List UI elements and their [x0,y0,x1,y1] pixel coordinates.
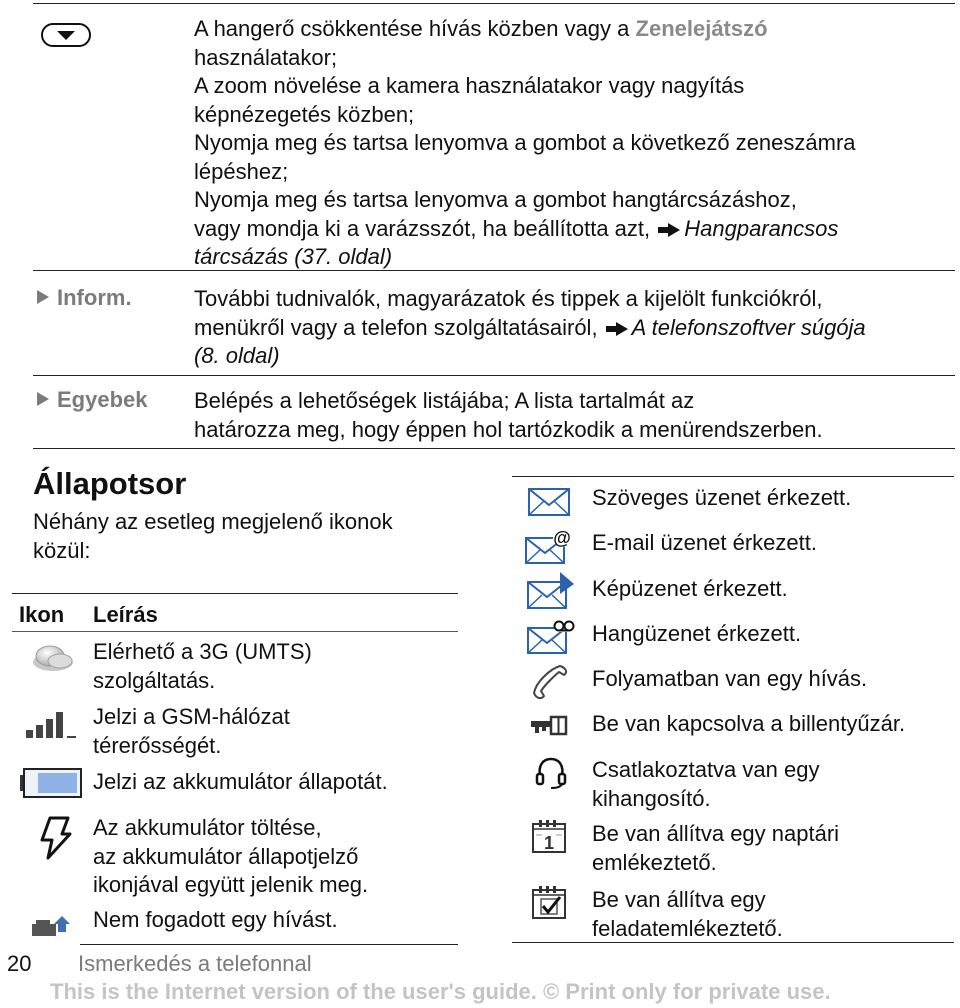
cross-reference-arrow-icon [658,223,680,237]
keylock-icon [530,714,570,743]
table-header-rule [12,631,458,632]
icon-description: Be van kapcsolva a billentyűzár. [592,711,906,736]
icon-description [93,703,453,760]
column-header-description: Leírás [93,602,158,627]
right-table-bottom-rule [512,942,954,943]
icon-description: Hangüzenet érkezett. [592,621,802,646]
desc-line: feladatemlékeztető. [592,915,783,941]
volume-down-key-icon [40,22,92,53]
more-desc-line: Belépés a lehetőségek listájába; A lista tartalmát az [194,388,695,413]
desc-line: az akkumulátor állapotjelző [93,843,359,869]
calendar-reminder-icon [530,818,568,859]
row-rule [33,270,955,271]
signal-strength-icon [24,706,78,747]
svg-text:1: 1 [543,833,555,853]
inform-description [194,285,954,371]
more-description [194,387,954,444]
triangle-bullet-icon [37,290,49,304]
icon-description: Nem fogadott egy hívást. [93,907,338,932]
more-label: Egyebek [57,387,148,412]
intro-line: Néhány az esetleg megjelenő ikonok [33,509,393,534]
icon-description [93,814,453,900]
cross-reference-arrow-icon [606,322,628,336]
task-reminder-icon [530,884,568,925]
top-rule [33,3,955,4]
inform-desc-line: menükről vagy a telefon szolgáltatásairól, [194,314,604,340]
column-header-icon: Ikon [19,602,65,627]
desc-line: Csatlakoztatva van egy [592,757,820,782]
icon-description: E-mail üzenet érkezett. [592,530,817,555]
volume-desc-line: Nyomja meg és tartsa lenyomva a gombot a következő zeneszámra [194,130,856,155]
icon-description: Folyamatban van egy hívás. [592,666,868,691]
help-link-cont[interactable]: (8. oldal) [194,343,280,368]
desc-line: Be van állítva egy [592,887,766,912]
desc-line: Be van állítva egy naptári [592,821,840,846]
volume-desc-line: képnézegetés közben; [194,101,415,127]
icon-description [592,756,954,813]
battery-charging-icon [36,816,72,865]
desc-line: térerősségét. [93,732,222,758]
desc-line: emlékeztető. [592,849,717,875]
svg-text:@: @ [553,528,571,548]
desc-line: Jelzi a GSM-hálózat [93,704,290,729]
volume-desc-line: A zoom növelése a kamera használatakor vagy nagyítás [194,73,745,98]
picture-message-icon [524,572,576,617]
inform-desc-line: További tudnivalók, magyarázatok és tippek a kijelölt funkciókról, [194,286,823,311]
desc-line: ikonjával együtt jelenik meg. [93,872,369,897]
desc-line: kihangosító. [592,785,711,811]
icon-description: Jelzi az akkumulátor állapotát. [93,769,388,794]
row-rule [33,448,955,449]
icon-description: Képüzenet érkezett. [592,576,788,601]
volume-desc-prefix: A hangerő csökkentése hívás közben vagy a [194,16,636,41]
handsfree-icon [534,756,568,795]
desc-line: szolgáltatás. [93,667,216,693]
inform-menu-item [37,285,132,311]
volume-desc-line: lépéshez; [194,158,289,184]
desc-line: Elérhető a 3G (UMTS) [93,639,312,664]
voice-message-icon [524,618,576,661]
help-link[interactable]: A telefonszoftver súgója [631,314,866,340]
row-rule [33,375,955,376]
volume-desc-line: használatakor; [194,44,338,70]
section-heading: Állapotsor [33,466,187,501]
inform-label: Inform. [57,285,132,310]
3g-service-icon [30,642,76,679]
volume-desc-line: Nyomja meg és tartsa lenyomva a gombot hangtárcsázáshoz, [194,187,797,212]
page-number: 20 [7,951,32,976]
voice-dialing-link[interactable]: Hangparancsos [684,215,839,241]
section-intro [33,508,453,565]
more-desc-line: határozza meg, hogy éppen hol tartózkodik a menürendszerben. [194,416,823,442]
voice-dialing-link-cont[interactable]: tárcsázás (37. oldal) [194,244,393,269]
music-player-app-name: Zenelejátszó [635,16,768,41]
email-message-icon [522,528,574,571]
icon-description [592,820,954,877]
more-menu-item [37,387,148,413]
right-table-top-rule [512,476,954,477]
triangle-bullet-icon [37,392,49,406]
ongoing-call-icon [530,662,570,707]
table-top-rule [12,593,458,594]
volume-desc-line: vagy mondja ki a varázsszót, ha beállította azt, [194,215,657,241]
battery-icon [19,767,83,804]
table-bottom-rule [80,944,458,945]
watermark-notice: This is the Internet version of the user's guide. © Print only for private use. [50,979,831,1004]
desc-line: Az akkumulátor töltése, [93,815,322,840]
volume-key-description [194,15,954,272]
section-name: Ismerkedés a telefonnal [78,951,312,976]
icon-description: Szöveges üzenet érkezett. [592,485,852,510]
intro-line: közül: [33,537,91,563]
text-message-icon [527,486,571,523]
icon-description [592,886,954,943]
icon-description [93,638,453,695]
missed-call-icon [30,908,72,943]
